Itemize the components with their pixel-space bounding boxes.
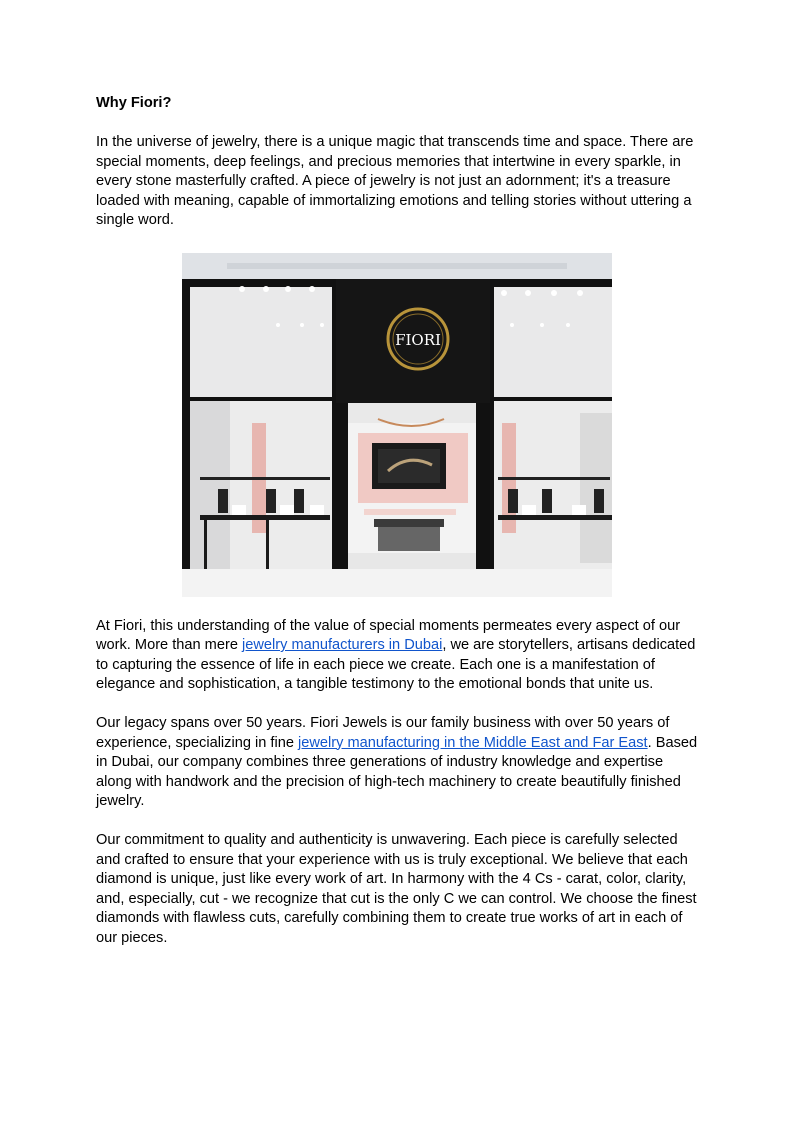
store-logo: FIORI: [395, 330, 441, 349]
intro-paragraph: In the universe of jewelry, there is a unique magic that transcends time and space. There are special moments, deep feelings, and precious memories that intertwine in every sparkle, in every stone masterfully crafted. A piece of jewelry is not just an adornment; it's a treasure loaded with meaning, capable of immortalizing emotions and telling stories without uttering a single word.: [96, 134, 694, 228]
manufacturers-dubai-link[interactable]: jewelry manufacturers in Dubai: [242, 637, 443, 653]
commitment-paragraph: Our commitment to quality and authenticity is unwavering. Each piece is carefully selected and crafted to ensure that your experience with us is truly exceptional. We believe that each diamond is unique, just like every work of art. In harmony with the 4 Cs - carat, color, clarity, and, especially, cut - we recognize that cut is the only C we can control. We choose the finest diamonds with flawless cuts, carefully combining them to create true works of art in each of our pieces.: [96, 832, 697, 946]
story-text-end: , we are storytellers, artisans dedicated to capturing the essence of life in each piece we create. Each one is a manifestation of elegance and sophistication, a tangible testimony to the emotional bonds that unite us.: [96, 637, 696, 692]
legacy-text-end: . Based in Dubai, our company combines three generations of industry knowledge and expertise along with handwork and the precision of high-tech machinery to create beautifully finished jewelry.: [96, 734, 698, 809]
legacy-text-start: Our legacy spans over 50 years. Fiori Jewels is our family business with over 50 years of experience, specializing in fine: [96, 715, 670, 751]
storefront-photo: [182, 253, 612, 597]
document-heading: Why Fiori?: [96, 95, 172, 111]
manufacturing-middle-east-link[interactable]: jewelry manufacturing in the Middle East and Far East: [298, 734, 648, 751]
legacy-paragraph: [96, 714, 700, 812]
document-page: [96, 94, 700, 948]
story-text-start: At Fiori, this understanding of the value of special moments permeates every aspect of our work. More than mere: [96, 617, 681, 653]
story-paragraph: [96, 617, 700, 695]
